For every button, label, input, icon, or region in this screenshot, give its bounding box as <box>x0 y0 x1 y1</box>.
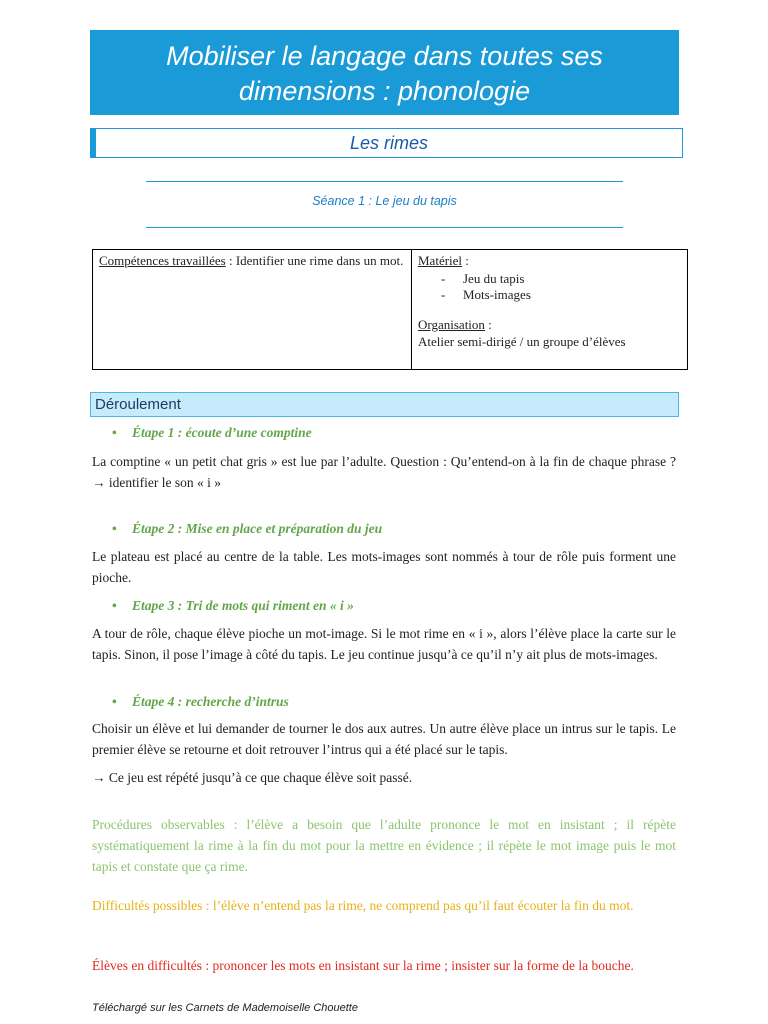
competences-text: : Identifier une rime dans un mot. <box>225 253 404 268</box>
step-1-title: • Étape 1 : écoute d’une comptine <box>112 425 312 440</box>
step-2-text: Le plateau est placé au centre de la table. Les mots-images sont nommés à tour de rôle puis forment une pioche. <box>92 549 676 585</box>
materiel-colon: : <box>462 253 469 268</box>
page-title-line-2: dimensions : phonologie <box>238 76 531 106</box>
divider-top <box>146 181 623 182</box>
difficultes-possibles: Difficultés possibles : l’élève n’entend pas la rime, ne comprend pas qu’il faut écouter la fin du mot. <box>92 898 634 913</box>
divider-bottom <box>146 227 623 228</box>
footer-credit: Téléchargé sur les Carnets de Mademoiselle Chouette <box>92 1002 358 1014</box>
organisation-colon: : <box>484 317 492 332</box>
materiel-cell <box>412 250 688 370</box>
info-table <box>92 249 688 370</box>
materiel-list <box>418 271 681 303</box>
step-1-text: La comptine « un petit chat gris » est lue par l’adulte. Question : Qu’entend-on à la fin de chaque phrase ? → identifier le son « i » <box>92 454 676 490</box>
repeat-note: → Ce jeu est répété jusqu’à ce que chaque élève soit passé. <box>92 770 413 785</box>
deroulement-heading: Déroulement <box>90 392 679 417</box>
materiel-label: Matériel <box>418 253 463 268</box>
step-2-title: • Étape 2 : Mise en place et préparation du jeu <box>112 521 383 536</box>
organisation-label: Organisation <box>418 317 485 332</box>
eleves-en-difficultes: Élèves en difficultés : prononcer les mots en insistant sur la rime ; insister sur la forme de la bouche. <box>92 958 634 973</box>
subtitle-box <box>90 128 683 158</box>
step-3-title: • Etape 3 : Tri de mots qui riment en « i » <box>112 598 354 613</box>
materiel-item: - Mots-images <box>441 287 681 303</box>
organisation-text: Atelier semi-dirigé / un groupe d’élèves <box>418 334 626 349</box>
competences-label: Compétences travaillées <box>99 253 226 268</box>
step-4-text: Choisir un élève et lui demander de tourner le dos aux autres. Un autre élève place un intrus sur le tapis. Le premier élève se retourne et doit retrouver l’intrus qui a été placé sur le tapis. <box>92 721 676 757</box>
seance-title: Séance 1 : Le jeu du tapis <box>312 194 457 208</box>
page-title-banner <box>90 30 679 115</box>
procedures-observables: Procédures observables : l’élève a besoin que l’adulte prononce le mot en insistant ; il répète systématiquement la rime à la fin du mot pour la mettre en évidence ; il répète le mot image puis le mot tapis et constate que ça rime. <box>92 817 676 874</box>
materiel-item: - Jeu du tapis <box>441 271 681 287</box>
page-title-line-1: Mobiliser le langage dans toutes ses <box>166 41 603 71</box>
subtitle: Les rimes <box>349 133 429 153</box>
step-4-title: • Étape 4 : recherche d’intrus <box>112 694 289 709</box>
step-3-text: A tour de rôle, chaque élève pioche un mot-image. Si le mot rime en « i », alors l’élève place la carte sur le tapis. Sinon, il pose l’image à côté du tapis. Le jeu continue jusqu’à ce qu’il n’y ait plus de mots-images. <box>92 626 676 662</box>
competences-cell <box>93 250 412 370</box>
